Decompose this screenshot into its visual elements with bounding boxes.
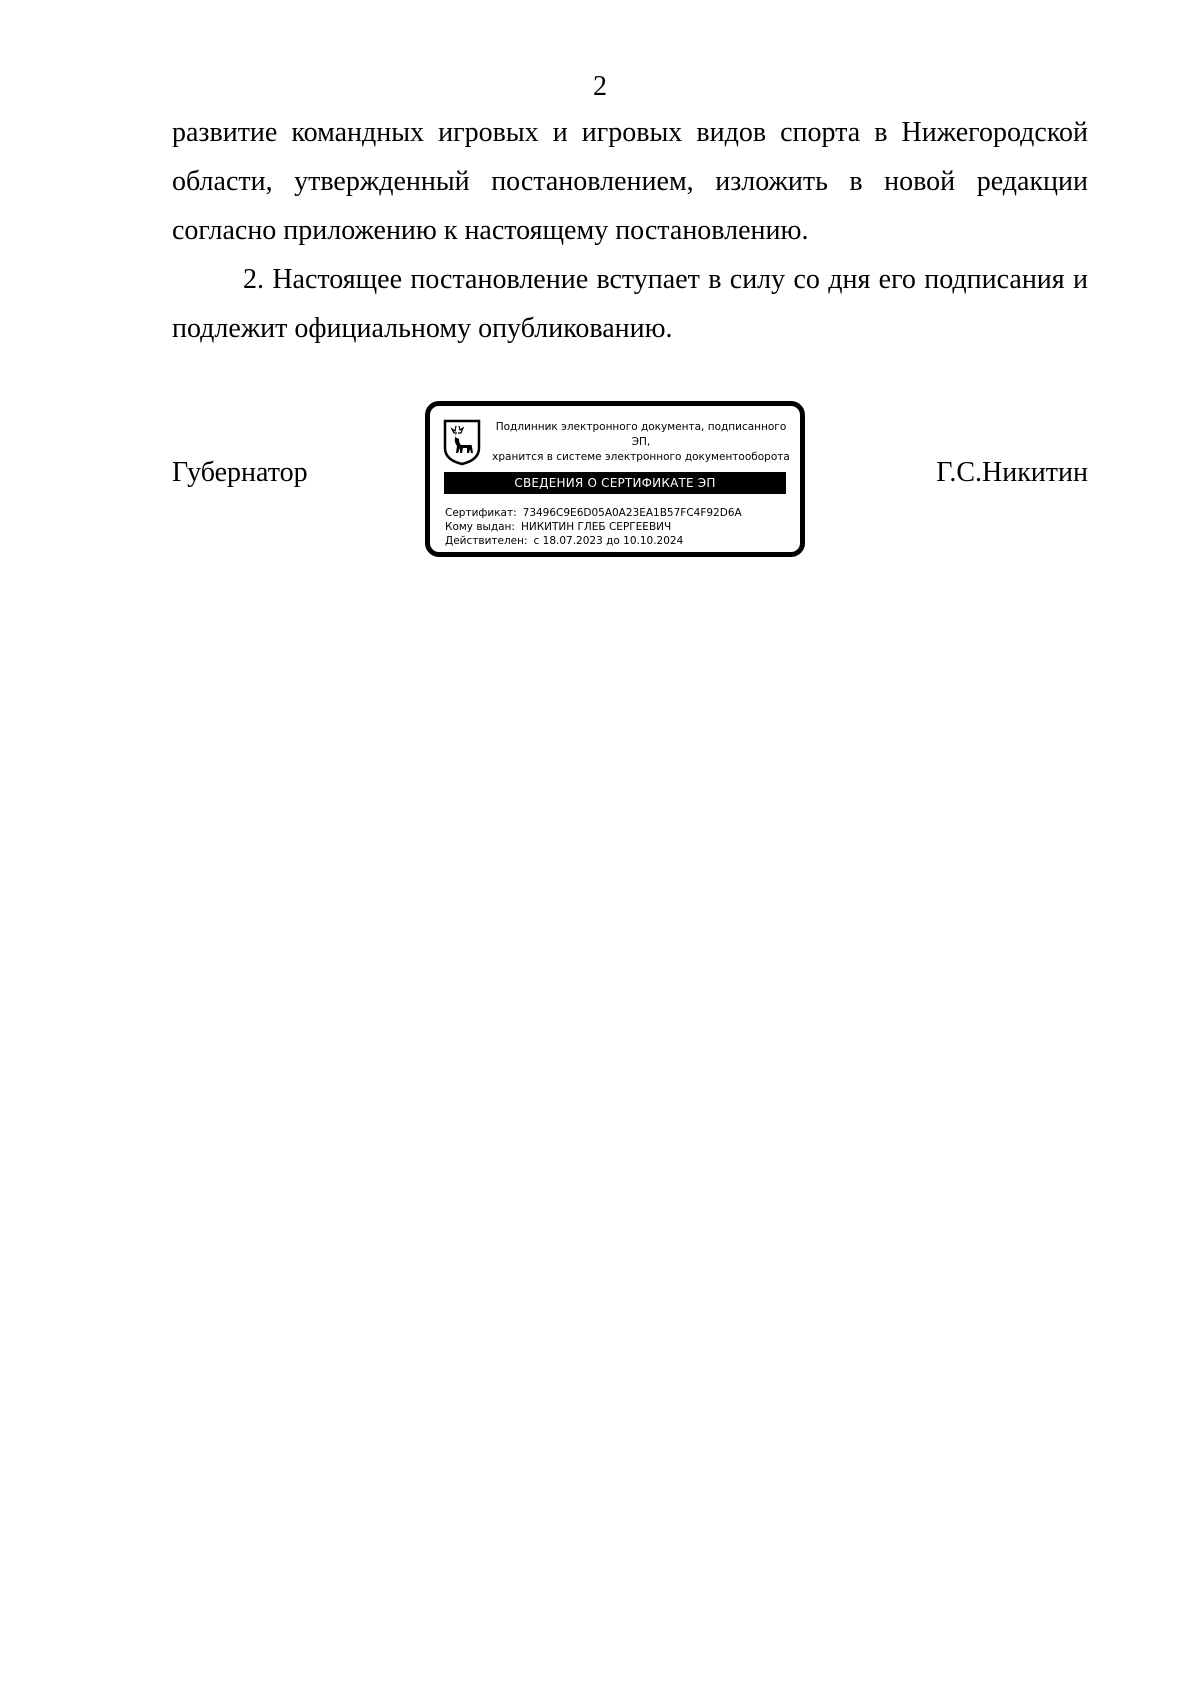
stamp-header: СВЕДЕНИЯ О СЕРТИФИКАТЕ ЭП bbox=[444, 472, 786, 494]
certificate-value: 73496C9E6D05A0A23EA1B57FC4F92D6A bbox=[522, 507, 742, 519]
body-text bbox=[172, 108, 1088, 353]
electronic-signature-stamp bbox=[425, 401, 805, 557]
valid-row bbox=[445, 534, 790, 548]
issued-to-label: Кому выдан: bbox=[445, 521, 515, 533]
deer-coat-of-arms-icon bbox=[442, 418, 482, 466]
certificate-row bbox=[445, 506, 790, 520]
issued-to-value: НИКИТИН ГЛЕБ СЕРГЕЕВИЧ bbox=[520, 521, 672, 533]
stamp-notice bbox=[486, 420, 796, 465]
paragraph-2: 2. Настоящее постановление вступает в силу со дня его подписания и подлежит официальному опубликованию. bbox=[172, 264, 1088, 344]
signer-position: Губернатор bbox=[172, 457, 308, 488]
paragraph-1: развитие командных игровых и игровых видов спорта в Нижегородской области, утвержденный постановлением, изложить в новой редакции согласно приложению к настоящему постановлению. bbox=[172, 117, 1088, 246]
certificate-label: Сертификат: bbox=[445, 507, 517, 519]
stamp-notice-line-2: хранится в системе электронного документооборота bbox=[492, 451, 790, 463]
valid-value: с 18.07.2023 до 10.10.2024 bbox=[533, 535, 684, 547]
stamp-notice-line-1: Подлинник электронного документа, подписанного ЭП, bbox=[495, 421, 787, 448]
page-number: 2 bbox=[593, 71, 607, 102]
signer-name: Г.С.Никитин bbox=[936, 457, 1088, 488]
issued-to-row bbox=[445, 520, 790, 534]
valid-label: Действителен: bbox=[445, 535, 528, 547]
stamp-details bbox=[445, 506, 790, 548]
